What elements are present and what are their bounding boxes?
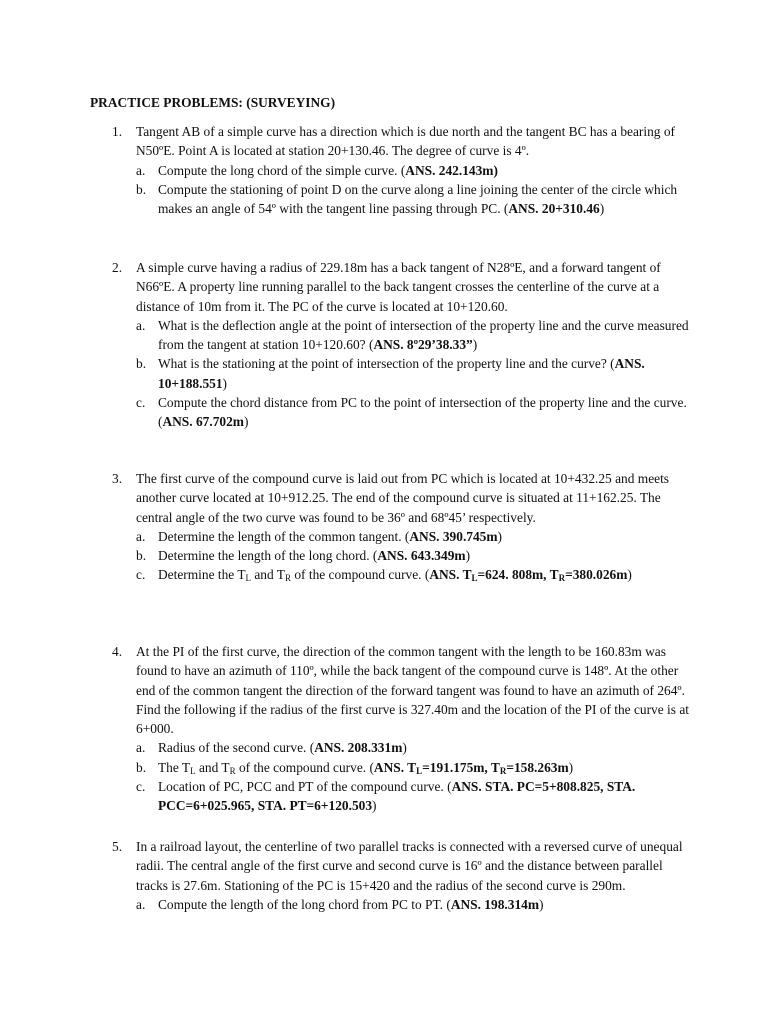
problem-number: 1. [112,124,123,139]
sub-text: Compute the stationing of point D on the curve along a line joining the center of the circle which makes an angle of 54º with the tangent line passing through PC. ( [158,181,678,217]
sub-question: a. Determine the length of the common tangent. (ANS. 390.745m) [136,527,692,546]
sub-question: c. Location of PC, PCC and PT of the compound curve. (ANS. STA. PC=5+808.825, STA. PCC=6+025.965, STA. PT=6+120.503) [136,779,636,814]
problem-number: 4. [112,644,123,659]
answer: ANS. $T_L=624$. 808m, $T_R=380.026m$ [429,567,628,584]
sub-label: a. [136,740,146,756]
sub-text: The $T_L$ and $T_R$ of the compound curve. ( [158,759,374,776]
problem-4 [112,642,692,816]
sub-question: c. Determine the $T_L$ and $T_R$ of the compound curve. (ANS. $T_L=624$. 808m, $T_R=380.026m$) [136,567,632,584]
sub-text: Determine the length of the long chord. ( [158,548,378,564]
sub-label: b. [136,759,147,775]
sub-label: a. [136,528,146,544]
answer: ANS. 10+188.551 [158,356,645,391]
sub-text: Compute the length of the long chord from PC to PT. ( [158,896,451,912]
sub-question [136,161,692,180]
problem-text: Tangent AB of a simple curve has a direction which is due north and the tangent BC has a bearing of N50ºE. Point A is located at station 20+130.46. The degree of curve is 4º. [136,124,676,159]
sub-label: b. [136,356,147,372]
answer: ANS. STA. PC=5+808.825, STA. PCC=6+025.965, STA. PT=6+120.503 [158,779,636,814]
sub-text: What is the stationing at the point of intersection of the property line and the curve? ( [158,356,615,372]
sub-question: b. Compute the stationing of point D on the curve along a line joining the center of the circle which makes an angle of 54º with the tangent line passing through PC. (ANS. 20+310.46) [136,181,678,217]
sub-question: a. Compute the length of the long chord from PC to PT. (ANS. 198.314m) [136,895,692,914]
answer: ANS. 390.745m [409,528,498,544]
sub-text: What is the deflection angle at the point of intersection of the property line and the curve measured from the tangent at station 10+120.60? ( [158,317,689,353]
answer: ANS. 208.331m [314,740,403,756]
answer: ANS. 242.143m) [405,162,498,178]
sub-text: Determine the $T_L$ and $T_R$ of the compound curve. ( [158,567,430,584]
sub-label: a. [136,162,146,178]
sub-label: b. [136,181,147,197]
sub-label: c. [136,395,146,411]
sub-question: b. Determine the length of the long chord. (ANS. 643.349m) [136,546,692,565]
answer: ANS. 643.349m [377,548,466,564]
page-title: PRACTICE PROBLEMS: (SURVEYING) [90,95,336,110]
sub-label: c. [136,779,146,795]
sub-text: Radius of the second curve. ( [158,740,315,756]
sub-label: c. [136,567,146,583]
problem-5 [112,837,692,914]
problem-text: At the PI of the first curve, the direction of the common tangent with the length to be 160.83m was found to have an azimuth of 110º, while the back tangent of the compound curve is 148º. At the other end of the common tangent the direction of the forward tangent was found to have an azimuth of 264º. Find the following if the radius of the first curve is 327.40m and the location of the PI of the curve is at 6+000. [136,644,689,737]
sub-label: a. [136,896,146,912]
answer: ANS. $T_L=191.175m$, $T_R=158.263m$ [373,759,569,776]
problem-number: 5. [112,839,123,854]
problem-3 [112,469,692,585]
answer: ANS. 8º29’38.33” [373,337,473,353]
sub-label: b. [136,548,147,564]
answer: ANS. 20+310.46 [508,201,600,217]
answer: ANS. 67.702m [162,414,244,430]
sub-question: a. What is the deflection angle at the point of intersection of the property line and the curve measured from the tangent at station 10+120.60? (ANS. 8º29’38.33”) [136,317,689,353]
problem-text: In a railroad layout, the centerline of two parallel tracks is connected with a reversed curve of unequal radii. The central angle of the first curve and second curve is 16º and the distance between parallel tracks is 27.6m. Stationing of the PC is 15+420 and the radius of the second curve is 290m. [136,839,683,893]
sub-label: a. [136,317,146,333]
problem-text: A simple curve having a radius of 229.18m has a back tangent of N28ºE, and a forward tangent of N66ºE. A property line running parallel to the back tangent crosses the centerline of the curve at a distance of 10m from it. The PC of the curve is located at 10+120.60. [136,260,661,314]
problem-2 [112,258,692,432]
problem-number: 3. [112,471,123,486]
sub-question: c. Compute the chord distance from PC to the point of intersection of the property line and the curve. (ANS. 67.702m) [136,395,687,430]
sub-text: Compute the long chord of the simple curve. ( [158,162,406,178]
sub-text: Determine the length of the common tangent. ( [158,528,410,544]
problem-1 [112,122,692,218]
sub-question: b. The $T_L$ and $T_R$ of the compound curve. (ANS. $T_L=191.175m$, $T_R=158.263m$) [136,759,574,776]
sub-text: Compute the chord distance from PC to the point of intersection of the property line and the curve. ( [158,395,687,430]
problem-number: 2. [112,260,123,275]
sub-question: b. What is the stationing at the point of intersection of the property line and the curve? (ANS. 10+188.551) [136,356,645,391]
sub-question: a. Radius of the second curve. (ANS. 208.331m) [136,738,692,757]
problem-text: The first curve of the compound curve is laid out from PC which is located at 10+432.25 and meets another curve located at 10+912.25. The end of the compound curve is situated at 11+162.25. The central angle of the two curve was found to be 36º and 68º45’ respectively. [136,471,670,525]
sub-text: Location of PC, PCC and PT of the compound curve. ( [158,779,452,795]
answer: ANS. 198.314m [450,896,539,912]
